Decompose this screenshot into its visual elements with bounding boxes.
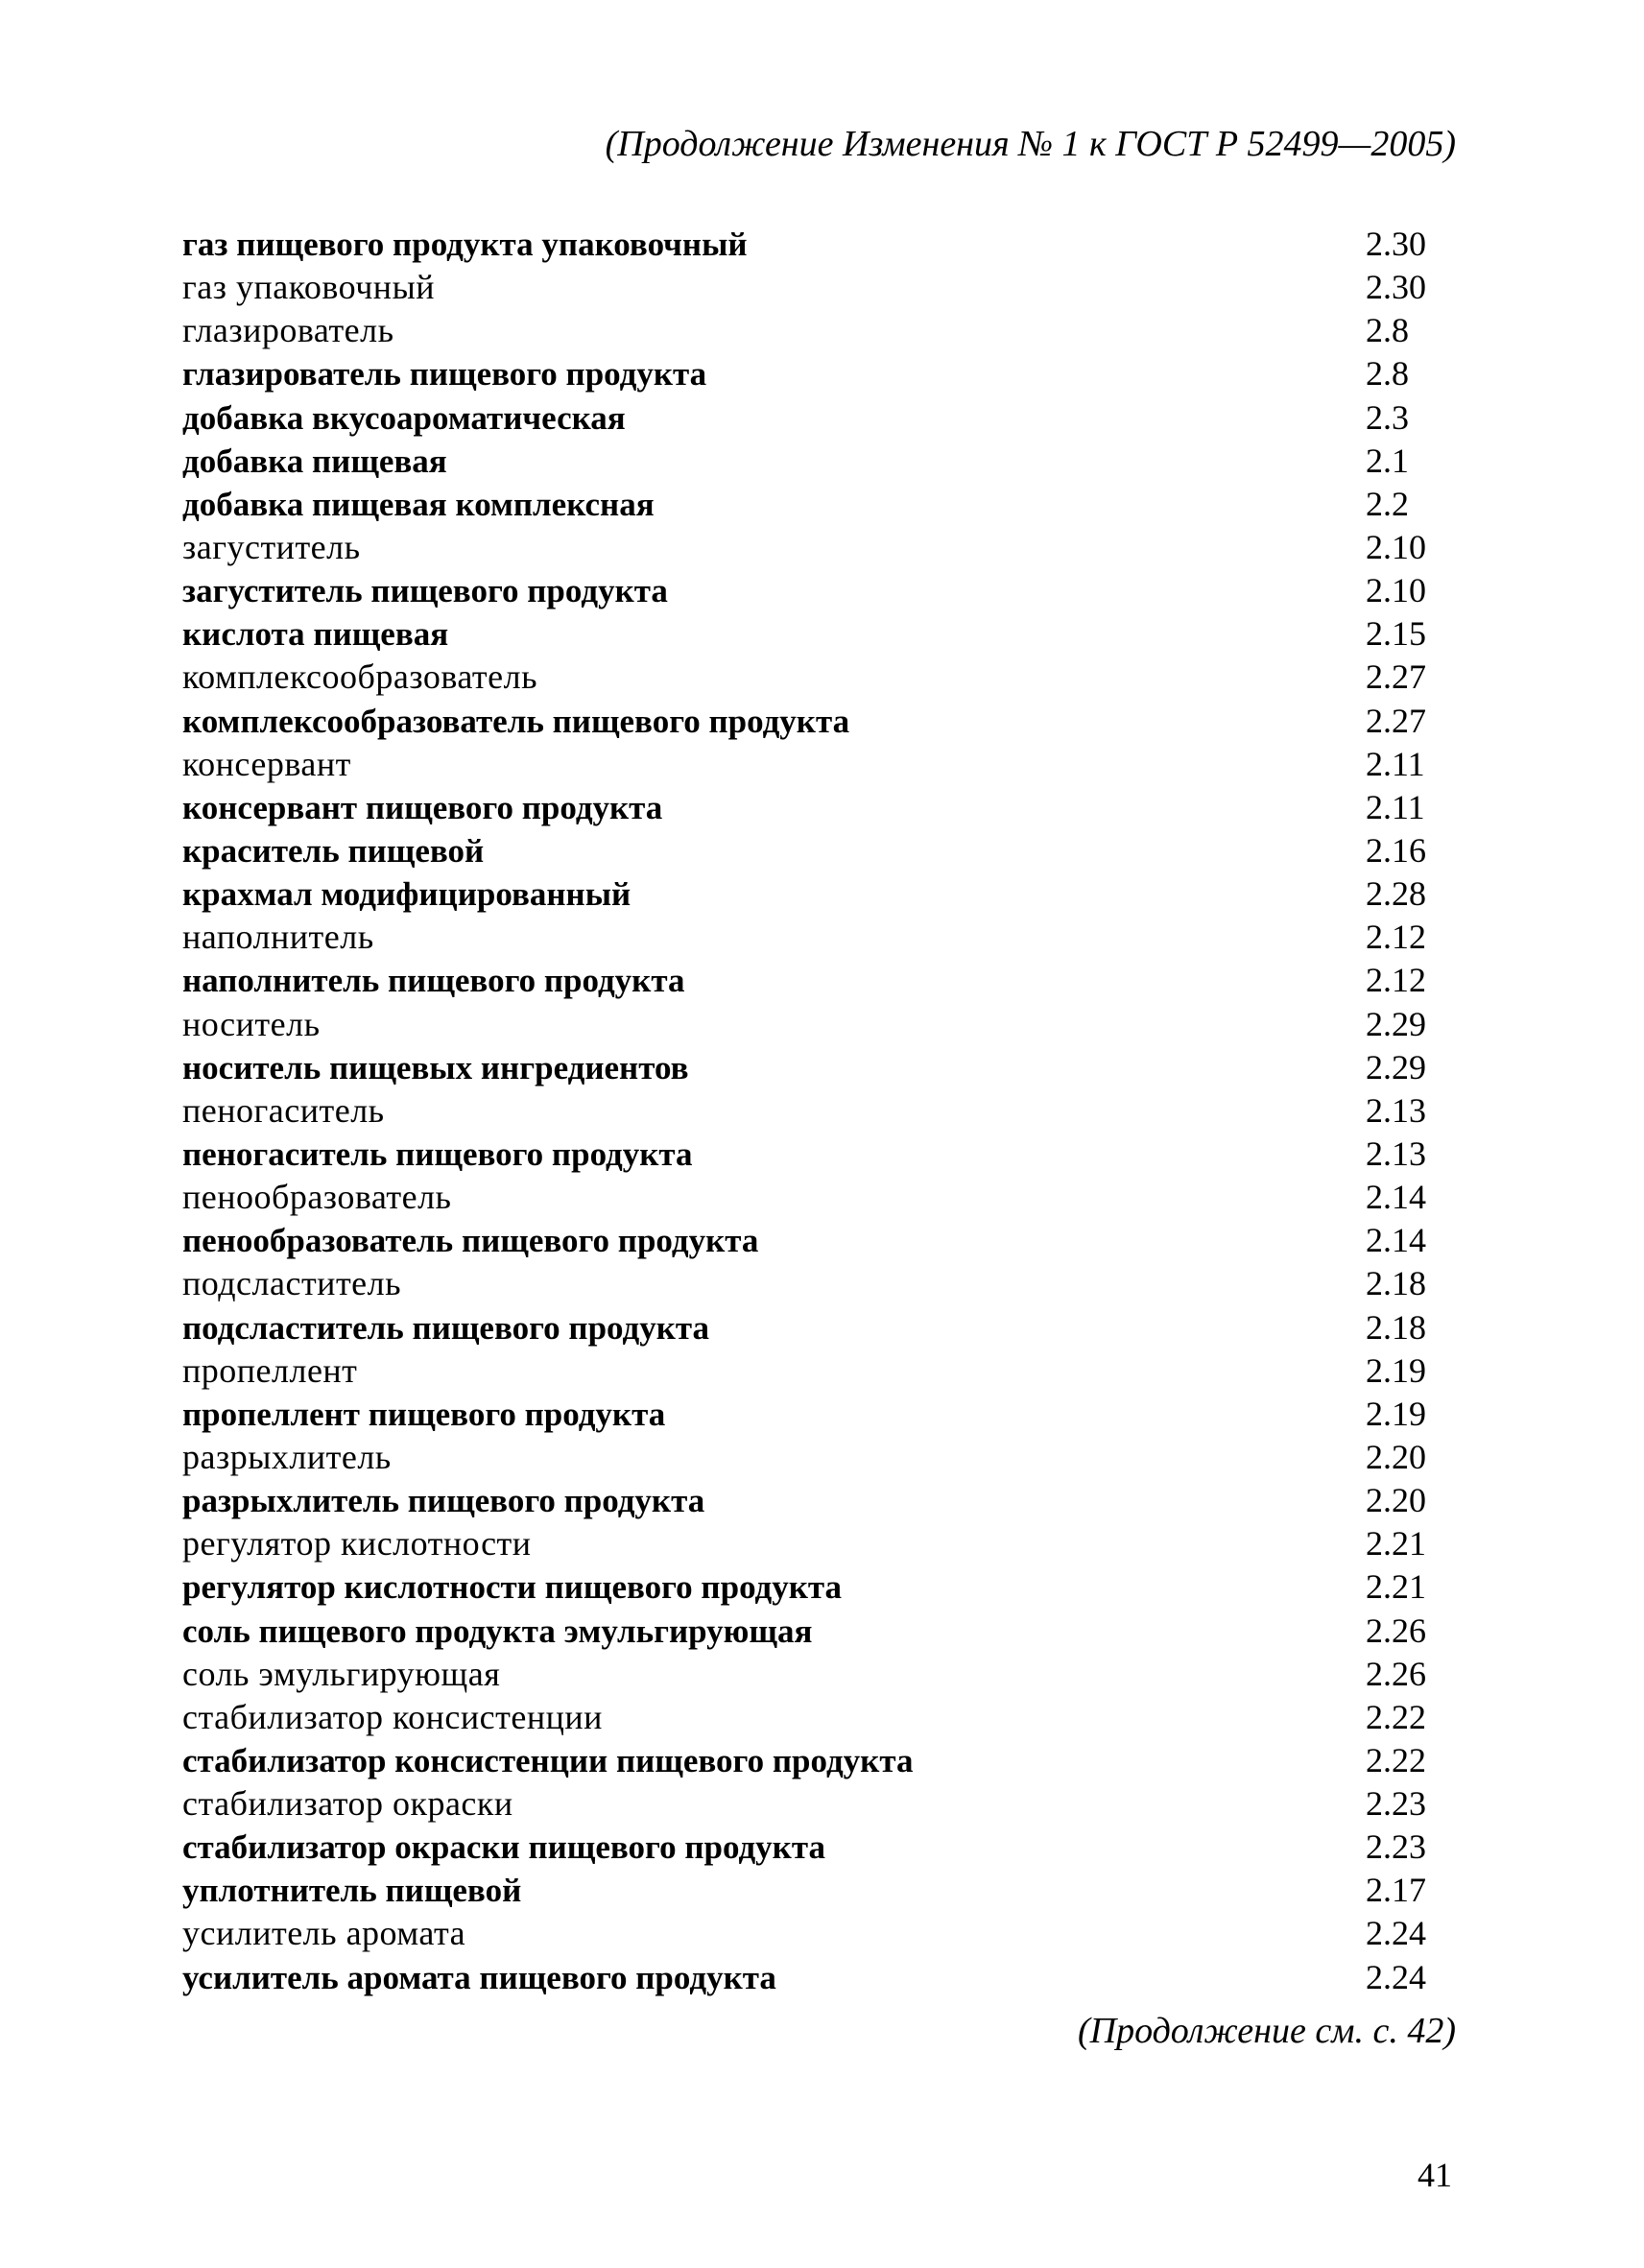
term-text: консервант пищевого продукта (182, 788, 663, 826)
term-text: комплексообразователь пищевого продукта (182, 702, 850, 740)
term-row (182, 959, 1432, 1002)
term-row (182, 1610, 1432, 1653)
term-section-number: 2.26 (1366, 1611, 1426, 1650)
term-row (182, 440, 1432, 483)
term-section-number: 2.8 (1366, 354, 1409, 394)
term-row (182, 1176, 1432, 1219)
term-row (182, 829, 1432, 872)
continuation-note: (Продолжение см. с. 42) (1077, 2011, 1456, 2051)
term-text: усилитель аромата пищевого продукта (182, 1958, 776, 1996)
term-row (182, 1133, 1432, 1176)
term-section-number: 2.27 (1366, 701, 1426, 740)
term-section-number: 2.23 (1366, 1827, 1426, 1867)
term-section-number: 2.24 (1366, 1914, 1426, 1953)
term-section-number: 2.2 (1366, 484, 1409, 523)
term-section-number: 2.13 (1366, 1090, 1426, 1130)
term-section-number: 2.15 (1366, 614, 1426, 654)
term-section-number: 2.27 (1366, 657, 1426, 697)
term-text: пенообразователь (182, 1178, 452, 1217)
term-row (182, 786, 1432, 829)
term-row (182, 743, 1432, 786)
term-text: загуститель (182, 527, 361, 566)
term-text: соль эмульгирующая (182, 1654, 501, 1693)
term-section-number: 2.20 (1366, 1481, 1426, 1520)
term-text: регулятор кислотности пищевого продукта (182, 1568, 843, 1607)
term-row (182, 700, 1432, 743)
term-text: наполнитель (182, 918, 374, 957)
term-text: разрыхлитель пищевого продукта (182, 1482, 705, 1520)
term-text: комплексообразователь (182, 657, 538, 697)
term-row (182, 1349, 1432, 1393)
term-section-number: 2.10 (1366, 527, 1426, 566)
term-row (182, 1826, 1432, 1869)
term-row (182, 352, 1432, 395)
term-section-number: 2.11 (1366, 744, 1425, 783)
term-section-number: 2.19 (1366, 1350, 1426, 1390)
term-section-number: 2.11 (1366, 787, 1425, 826)
term-text: подсластитель (182, 1264, 402, 1303)
term-text: стабилизатор окраски (182, 1784, 513, 1824)
term-section-number: 2.13 (1366, 1134, 1426, 1173)
term-row (182, 1653, 1432, 1696)
term-text: носитель пищевых ингредиентов (182, 1048, 689, 1086)
page-number: 41 (1418, 2156, 1452, 2194)
term-section-number: 2.21 (1366, 1567, 1426, 1607)
term-row (182, 396, 1432, 440)
term-row (182, 1393, 1432, 1436)
term-section-number: 2.28 (1366, 874, 1426, 914)
term-row (182, 1003, 1432, 1046)
term-section-number: 2.1 (1366, 441, 1409, 480)
term-row (182, 266, 1432, 309)
term-row (182, 1869, 1432, 1912)
term-row (182, 1956, 1432, 1999)
term-text: крахмал модифицированный (182, 875, 631, 914)
term-row (182, 916, 1432, 959)
term-section-number: 2.14 (1366, 1221, 1426, 1260)
term-row (182, 1912, 1432, 1955)
term-section-number: 2.12 (1366, 961, 1426, 1000)
term-section-number: 2.18 (1366, 1307, 1426, 1347)
term-text: консервант (182, 744, 351, 783)
term-section-number: 2.16 (1366, 830, 1426, 870)
term-section-number: 2.19 (1366, 1394, 1426, 1433)
term-section-number: 2.22 (1366, 1697, 1426, 1736)
term-text: подсластитель пищевого продукта (182, 1308, 710, 1347)
term-text: газ упаковочный (182, 268, 436, 307)
term-row (182, 569, 1432, 612)
term-section-number: 2.30 (1366, 268, 1426, 307)
term-text: загуститель пищевого продукта (182, 572, 668, 610)
term-text: усилитель аромата (182, 1914, 466, 1953)
term-text: краситель пищевой (182, 831, 485, 870)
term-section-number: 2.29 (1366, 1004, 1426, 1043)
term-section-number: 2.21 (1366, 1524, 1426, 1564)
term-row (182, 483, 1432, 526)
term-text: пропеллент пищевого продукта (182, 1395, 666, 1433)
term-text: соль пищевого продукта эмульгирующая (182, 1611, 813, 1650)
term-section-number: 2.24 (1366, 1957, 1426, 1996)
term-row (182, 1782, 1432, 1826)
term-text: кислота пищевая (182, 615, 449, 654)
term-text: добавка вкусоароматическая (182, 398, 626, 437)
term-text: наполнитель пищевого продукта (182, 962, 685, 1000)
term-row (182, 1089, 1432, 1133)
term-row (182, 223, 1432, 266)
term-row (182, 1219, 1432, 1262)
term-section-number: 2.3 (1366, 397, 1409, 437)
term-section-number: 2.30 (1366, 225, 1426, 263)
term-section-number: 2.26 (1366, 1654, 1426, 1693)
term-text: стабилизатор консистенции пищевого продукта (182, 1741, 914, 1779)
term-row (182, 309, 1432, 352)
term-text: добавка пищевая (182, 442, 447, 480)
term-row (182, 1046, 1432, 1089)
term-text: разрыхлитель (182, 1437, 392, 1476)
term-section-number: 2.17 (1366, 1871, 1426, 1910)
term-text: пеногаситель пищевого продукта (182, 1134, 693, 1173)
term-section-number: 2.8 (1366, 311, 1409, 350)
term-text: глазирователь пищевого продукта (182, 355, 707, 394)
term-row (182, 1739, 1432, 1782)
term-section-number: 2.20 (1366, 1437, 1426, 1476)
term-row (182, 1479, 1432, 1522)
term-row (182, 526, 1432, 569)
term-row (182, 1696, 1432, 1739)
term-text: газ пищевого продукта упаковочный (182, 226, 748, 263)
term-row (182, 1565, 1432, 1609)
term-text: стабилизатор окраски пищевого продукта (182, 1828, 825, 1867)
term-row (182, 1436, 1432, 1479)
term-section-number: 2.14 (1366, 1178, 1426, 1217)
term-section-number: 2.18 (1366, 1264, 1426, 1303)
page-header: (Продолжение Изменения № 1 к ГОСТ Р 52499—2005) (605, 124, 1456, 164)
term-section-number: 2.12 (1366, 918, 1426, 957)
term-section-number: 2.22 (1366, 1740, 1426, 1779)
term-text: пропеллент (182, 1350, 358, 1390)
term-text: пеногаситель (182, 1090, 385, 1130)
term-text: пенообразователь пищевого продукта (182, 1222, 759, 1260)
term-text: глазирователь (182, 311, 394, 350)
term-section-number: 2.29 (1366, 1047, 1426, 1086)
term-text: уплотнитель пищевой (182, 1872, 522, 1910)
term-text: добавка пищевая комплексная (182, 485, 655, 523)
term-row (182, 1306, 1432, 1349)
term-row (182, 1522, 1432, 1565)
term-row (182, 656, 1432, 699)
term-row (182, 872, 1432, 916)
term-text: регулятор кислотности (182, 1524, 532, 1564)
term-section-number: 2.23 (1366, 1784, 1426, 1824)
term-row (182, 612, 1432, 656)
terms-index-list (182, 223, 1432, 1999)
term-section-number: 2.10 (1366, 571, 1426, 610)
term-row (182, 1262, 1432, 1305)
term-text: стабилизатор консистенции (182, 1697, 603, 1736)
term-text: носитель (182, 1004, 321, 1043)
